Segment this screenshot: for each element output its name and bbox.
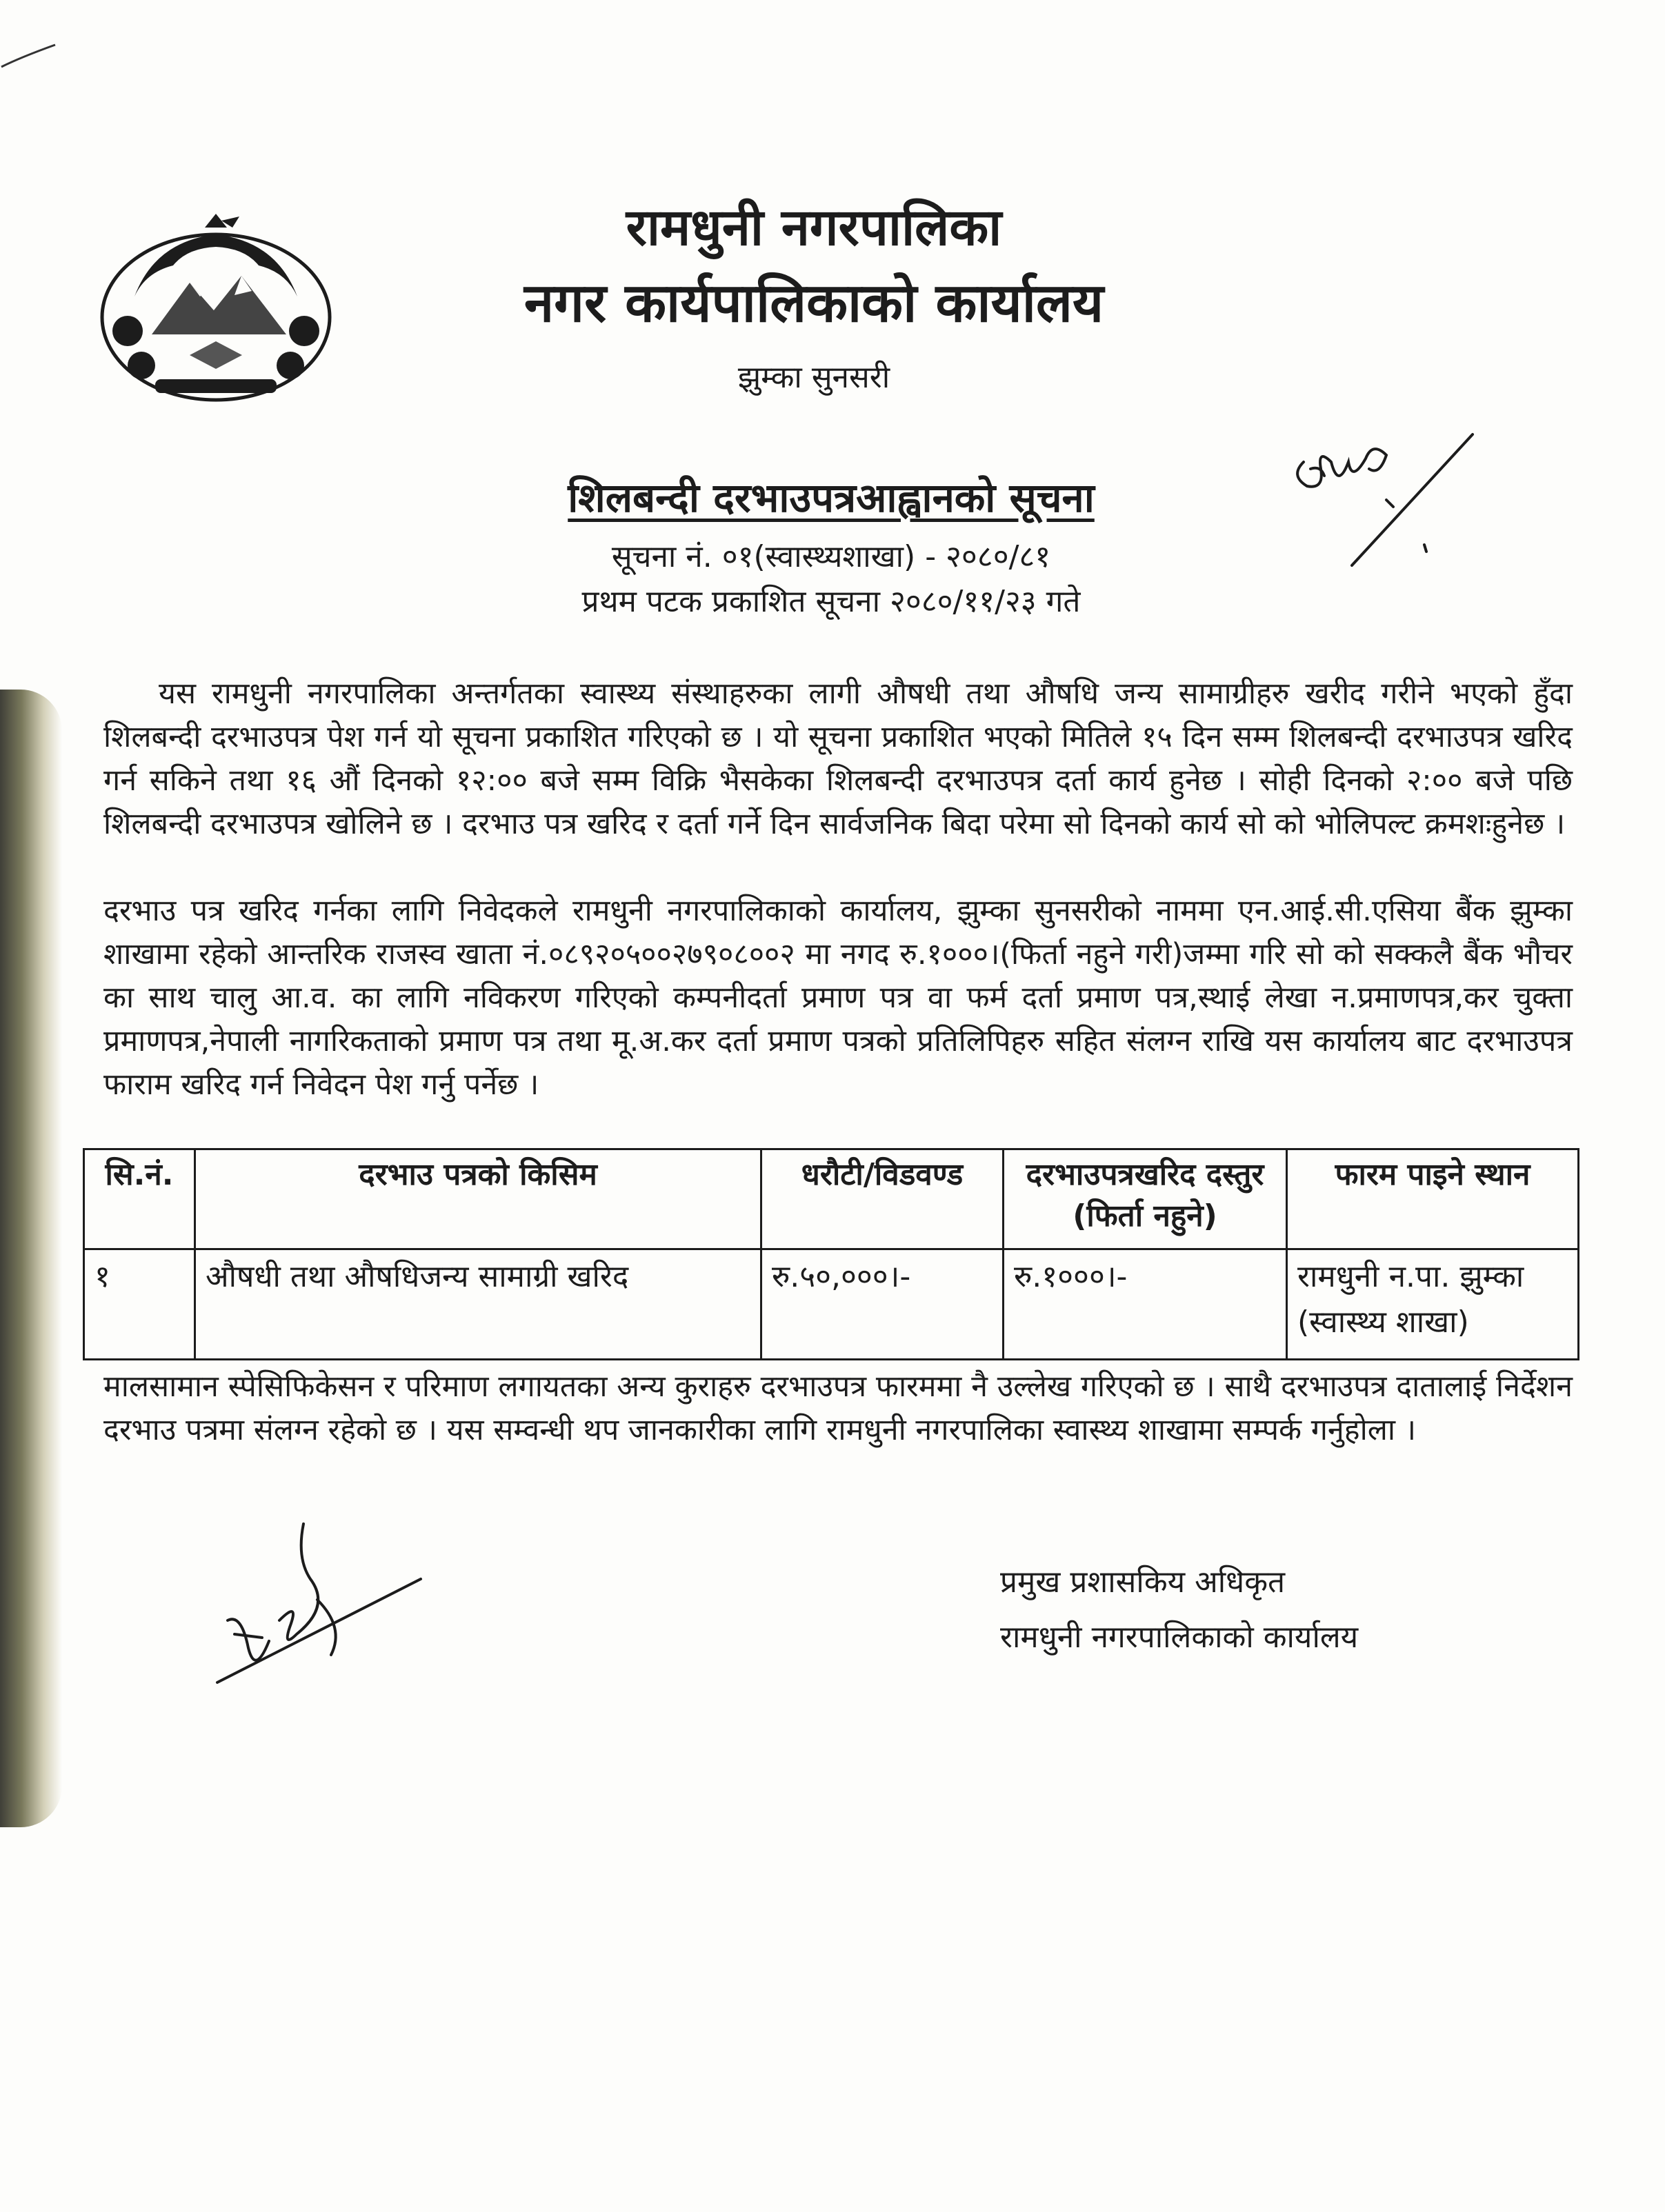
signatory-office: रामधुनी नगरपालिकाको कार्यालय <box>1000 1620 1359 1655</box>
notice-number: सूचना नं. ०१(स्वास्थ्यशाखा) - २०८०/८१ <box>611 539 1051 574</box>
table-row <box>84 1249 1579 1360</box>
notice-paragraph-1: यस रामधुनी नगरपालिका अन्तर्गतका स्वास्थ्य संस्थाहरुका लागी औषधी तथा औषधि जन्य सामाग्रीहरु खरीद गरीने भएको हुँदा शिलबन्दी दरभाउपत्र पेश गर्न यो सूचना प्रकाशित गरिएको छ । यो सूचना प्रकाशित भएको मितिले १५ दिन सम्म शिलबन्दी दरभाउपत्र खरिद गर्न सकिने तथा १६ औं दिनको १२:०० बजे सम्म विक्रि भैसकेका शिलबन्दी दरभाउपत्र दर्ता कार्य हुनेछ । सोही दिनको २:०० बजे पछि शिलबन्दी दरभाउपत्र खोलिने छ । दरभाउ पत्र खरिद र दर्ता गर्ने दिन सार्वजनिक बिदा परेमा सो दिनको कार्य सो को भोलिपल्ट क्रमशःहुनेछ । <box>103 676 1573 841</box>
publication-date: प्रथम पटक प्रकाशित सूचना २०८०/११/२३ गते <box>581 584 1081 619</box>
office-address: झुम्का सुनसरी <box>737 360 890 395</box>
municipality-name: रामधुनी नगरपालिका <box>626 198 1002 257</box>
notice-paragraph-3: मालसामान स्पेसिफिकेसन र परिमाण लगायतका अन्य कुराहरु दरभाउपत्र फारममा नै उल्लेख गरिएको छ । साथै दरभाउपत्र दातालाई निर्देशन दरभाउ पत्रमा संलग्न रहेको छ । यस सम्वन्धी थप जानकारीका लागि रामधुनी नगरपालिका स्वास्थ्य शाखामा सम्पर्क गर्नुहोला । <box>103 1369 1573 1447</box>
letterhead <box>386 193 1242 405</box>
handwritten-signature <box>214 1517 435 1703</box>
cell-deposit: रु.५०,०००।- <box>761 1249 1004 1360</box>
col-header-location: फारम पाइने स्थान <box>1287 1149 1579 1249</box>
signatory-title: प्रमुख प्रशासकिय अधिकृत <box>1000 1565 1286 1600</box>
signatory-block <box>1000 1555 1497 1665</box>
col-header-type: दरभाउ पत्रको किसिम <box>195 1149 761 1249</box>
table-header-row <box>84 1149 1579 1249</box>
page-edge-shadow <box>0 690 62 1827</box>
notice-paragraph-2: दरभाउ पत्र खरिद गर्नका लागि निवेदकले रामधुनी नगरपालिकाको कार्यालय, झुम्का सुनसरीको नाममा एन.आई.सी.एसिया बैंक झुम्का शाखामा रहेको आन्तरिक राजस्व खाता नं.०८९२०५००२७९०८००२ मा नगद रु.१०००।(फिर्ता नहुने गरी)जम्मा गरि सो को सक्कलै बैंक भौचर का साथ चालु आ.व. का लागि नविकरण गरिएको कम्पनीदर्ता प्रमाण पत्र वा फर्म दर्ता प्रमाण पत्र,स्थाई लेखा न.प्रमाणपत्र,कर चुक्ता प्रमाणपत्र,नेपाली नागरिकताको प्रमाण पत्र तथा मू.अ.कर दर्ता प्रमाण पत्रको प्रतिलिपिहरु सहित संलग्न राखि यस कार्यालय बाट दरभाउपत्र फाराम खरिद गर्न निवेदन पेश गर्नु पर्नेछ । <box>103 894 1573 1102</box>
nepal-emblem-logo <box>86 214 345 421</box>
col-header-fee: दरभाउपत्रखरिद दस्तुर (फिर्ता नहुने) <box>1004 1149 1287 1249</box>
office-name: नगर कार्यपालिकाको कार्यालय <box>524 272 1104 334</box>
cell-location: रामधुनी न.पा. झुम्का (स्वास्थ्य शाखा) <box>1287 1249 1579 1360</box>
cell-fee: रु.१०००।- <box>1004 1249 1287 1360</box>
col-header-sn: सि.नं. <box>84 1149 195 1249</box>
cell-type: औषधी तथा औषधिजन्य सामाग्री खरिद <box>195 1249 761 1360</box>
tender-table <box>83 1148 1579 1360</box>
col-header-deposit: धरौटी/विडवण्ड <box>761 1149 1004 1249</box>
cell-sn: १ <box>84 1249 195 1360</box>
notice-title: शिलबन्दी दरभाउपत्रआह्वानको सूचना <box>568 474 1095 521</box>
handwritten-initials <box>1283 421 1490 579</box>
pen-mark <box>0 38 62 79</box>
